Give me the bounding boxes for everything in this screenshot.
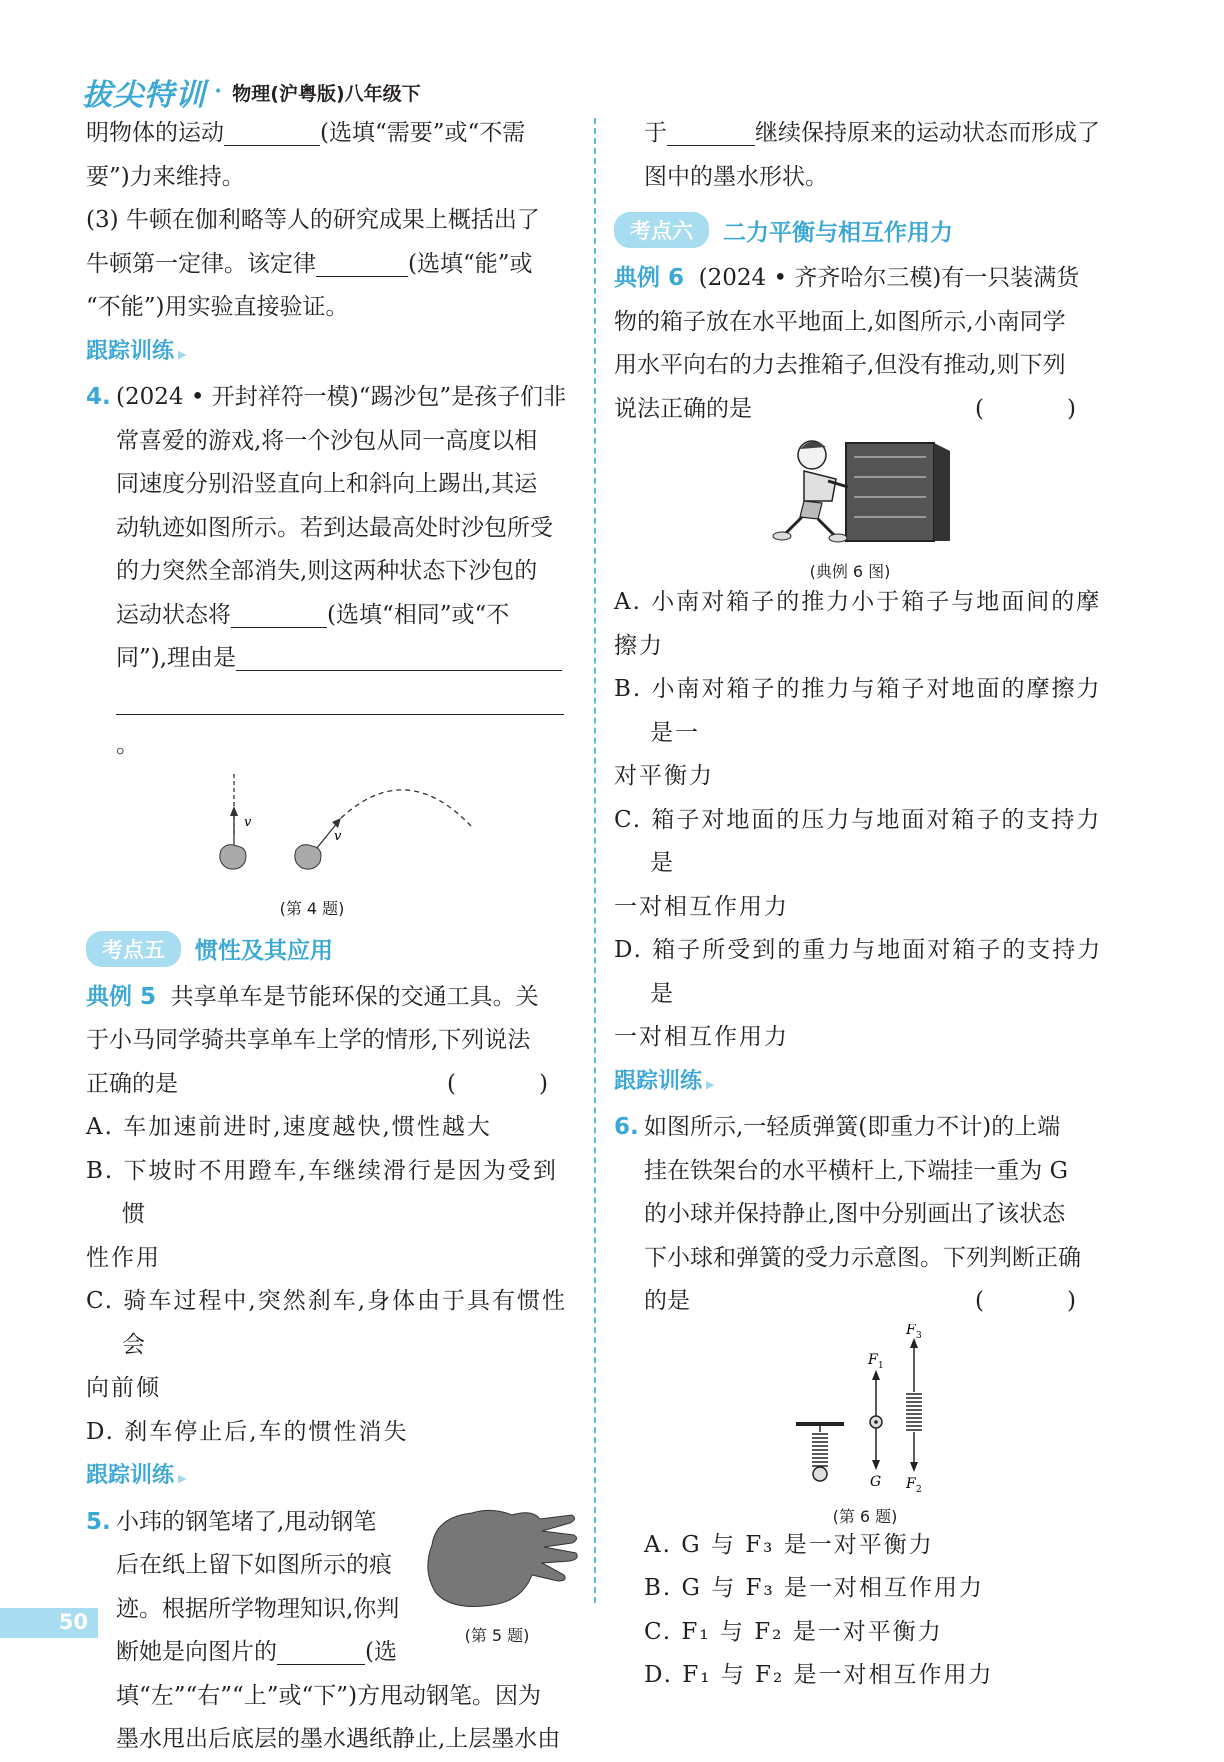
text-line: 说法正确的是 ( ) [614, 388, 1106, 432]
text-line: 挂在铁架台的水平横杆上,下端挂一重为 G [644, 1157, 1068, 1184]
answer-blank[interactable] [224, 117, 320, 146]
option-c-cont: 向前倾 [86, 1375, 161, 1401]
f3-label: F [906, 1323, 916, 1338]
option-c-cont: 一对相互作用力 [614, 893, 789, 920]
key-point-6 [614, 207, 1106, 253]
q6-options [614, 1524, 1106, 1698]
page-number-tab [0, 1608, 98, 1638]
answer-blank[interactable] [667, 117, 755, 146]
option-c: C. F₁ 与 F₂ 是一对平衡力 [644, 1618, 943, 1645]
text-line: 图中的墨水形状。 [644, 163, 828, 190]
spring-force-diagram [614, 1324, 1106, 1502]
text-line: 用水平向右的力去推箱子,但没有推动,则下列 [614, 352, 1066, 378]
text-line: 同速度分别沿竖直向上和斜向上踢出,其运 [116, 471, 538, 497]
option-c: C. 箱子对地面的压力与地面对箱子的支持力是 [614, 806, 1102, 876]
text-line: 的力突然全部消失,则这两种状态下沙包的 [116, 558, 538, 584]
figure-caption: (第 6 题) [832, 1506, 898, 1526]
f1-subscript: 1 [878, 1360, 884, 1371]
option-d: D. F₁ 与 F₂ 是一对相互作用力 [644, 1662, 994, 1688]
option-c: C. 骑车过程中,突然刹车,身体由于具有惯性会 [86, 1288, 568, 1358]
f2-label: F [906, 1475, 916, 1492]
track-training-heading: 跟踪训练 ▶ [614, 1068, 715, 1094]
option-a-cont: 擦力 [614, 632, 664, 659]
right-column [614, 112, 1106, 1698]
figure-caption: (第 4 题) [279, 898, 345, 918]
text-line: 同”),理由是 [116, 637, 578, 681]
page-number: 50 [58, 1610, 88, 1634]
text-line: 明物体的运动 (选填“需要”或“不需 [86, 112, 578, 156]
text-line: 填“左”“右”“上”或“下”)方甩动钢笔。因为 [116, 1682, 542, 1709]
track-training-heading: 跟踪训练 ▶ [86, 338, 187, 364]
ink-splash-figure [412, 1505, 582, 1617]
text-line: 后在纸上留下如图所示的痕 [116, 1552, 392, 1578]
text-line: 下小球和弹簧的受力示意图。下列判断正确 [644, 1244, 1081, 1271]
f2-subscript: 2 [916, 1484, 922, 1495]
answer-blank[interactable] [316, 248, 408, 277]
example-5: 典例 5 共享单车是节能环保的交通工具。关 [86, 983, 539, 1010]
answer-blank[interactable] [277, 1636, 365, 1665]
text-line: 迹。根据所学物理知识,你判 [116, 1595, 400, 1622]
option-b-cont: 性作用 [86, 1244, 161, 1271]
question-number: 6. [614, 1114, 639, 1140]
text-line: 常喜爱的游戏,将一个沙包从同一高度以相 [116, 427, 538, 454]
boy-pushing-box-figure [614, 431, 1106, 553]
book-subtitle: 物理(沪粤版)八年级下 [232, 82, 421, 105]
text-line: “不能”)用实验直接验证。 [86, 294, 349, 320]
column-divider [594, 118, 596, 1603]
question-number: 5. [86, 1508, 111, 1535]
figure-q4 [86, 768, 578, 918]
answer-blank[interactable] [231, 599, 327, 628]
figure-q5 [412, 1505, 582, 1646]
answer-paren[interactable]: ( ) [975, 1288, 1106, 1314]
figure-q6 [614, 1324, 1106, 1524]
answer-blank[interactable] [116, 686, 564, 715]
text-line: 运动状态将 (选填“相同”或“不 [116, 594, 578, 638]
f1-label: F [868, 1351, 878, 1368]
option-d-cont: 一对相互作用力 [614, 1024, 789, 1050]
key-point-title: 二力平衡与相互作用力 [723, 219, 953, 246]
text-line: 要”)力来维持。 [86, 163, 245, 190]
figure-example-6 [614, 431, 1106, 581]
question-5 [86, 1501, 578, 1762]
option-b-cont: 对平衡力 [614, 763, 714, 789]
figure-caption: (第 5 题) [464, 1625, 530, 1645]
text-line: 于小马同学骑共享单车上学的情形,下列说法 [86, 1027, 531, 1053]
velocity-label: v [334, 828, 342, 844]
question-6 [614, 1106, 1106, 1324]
option-a: A. G 与 F₃ 是一对平衡力 [644, 1531, 934, 1558]
option-b: B. 小南对箱子的推力与箱子对地面的摩擦力是一 [614, 676, 1102, 746]
option-b: B. G 与 F₃ 是一对相互作用力 [644, 1575, 985, 1601]
left-column [86, 112, 578, 1762]
example-6: 典例 6 (2024 • 齐齐哈尔三模)有一只装满货 [614, 265, 1080, 291]
key-point-title: 惯性及其应用 [195, 938, 333, 964]
option-b: B. 下坡时不用蹬车,车继续滑行是因为受到惯 [86, 1157, 558, 1227]
answer-blank[interactable] [236, 642, 562, 671]
velocity-label: v [244, 814, 252, 830]
text-line: 物的箱子放在水平地面上,如图所示,小南同学 [614, 308, 1066, 335]
text-line: 如图所示,一轻质弹簧(即重力不计)的上端 [644, 1114, 1061, 1140]
brand-logo: 拔尖特训 [82, 78, 206, 113]
question-number: 4. [86, 384, 111, 410]
text-line: (3) 牛顿在伽利略等人的研究成果上概括出了 [86, 207, 540, 233]
text-line: 正确的是 ( ) [86, 1063, 578, 1107]
option-a: A. 车加速前进时,速度越快,惯性越大 [86, 1114, 492, 1140]
text-line: 于 继续保持原来的运动状态而形成了 [614, 112, 1106, 156]
option-d: D. 刹车停止后,车的惯性消失 [86, 1418, 409, 1445]
text-line: 动轨迹如图所示。若到达最高处时沙包所受 [116, 514, 553, 541]
sandbag-trajectory-figure [86, 768, 578, 890]
header-dot: • [214, 84, 223, 100]
text-line: (2024 • 开封祥符一模)“踢沙包”是孩子们非 [116, 384, 567, 410]
option-d: D. 箱子所受到的重力与地面对箱子的支持力是 [614, 937, 1103, 1007]
page-header [82, 72, 421, 112]
figure-caption: (典例 6 图) [809, 562, 891, 581]
text-line: 的是 ( ) [644, 1280, 1106, 1324]
answer-paren[interactable]: ( ) [975, 395, 1106, 422]
text-line: 墨水甩出后底层的墨水遇纸静止,上层墨水由 [116, 1726, 561, 1752]
option-a: A. 小南对箱子的推力小于箱子与地面间的摩 [614, 589, 1102, 615]
text-line: 牛顿第一定律。该定律 (选填“能”或 [86, 243, 578, 287]
key-point-5 [86, 926, 578, 972]
g-label: G [870, 1473, 882, 1490]
text-line: 断她是向图片的 (选 [116, 1631, 578, 1675]
key-point-tag: 考点五 [86, 931, 181, 967]
f3-subscript: 3 [916, 1330, 922, 1341]
text-line: 的小球并保持静止,图中分别画出了该状态 [644, 1201, 1066, 1227]
text-line: 。 [116, 681, 578, 768]
question-4 [86, 376, 578, 768]
key-point-tag: 考点六 [614, 212, 709, 248]
answer-paren[interactable]: ( ) [447, 1070, 578, 1097]
text-line: 小玮的钢笔堵了,甩动钢笔 [116, 1508, 377, 1535]
track-training-heading: 跟踪训练 ▶ [86, 1463, 187, 1488]
